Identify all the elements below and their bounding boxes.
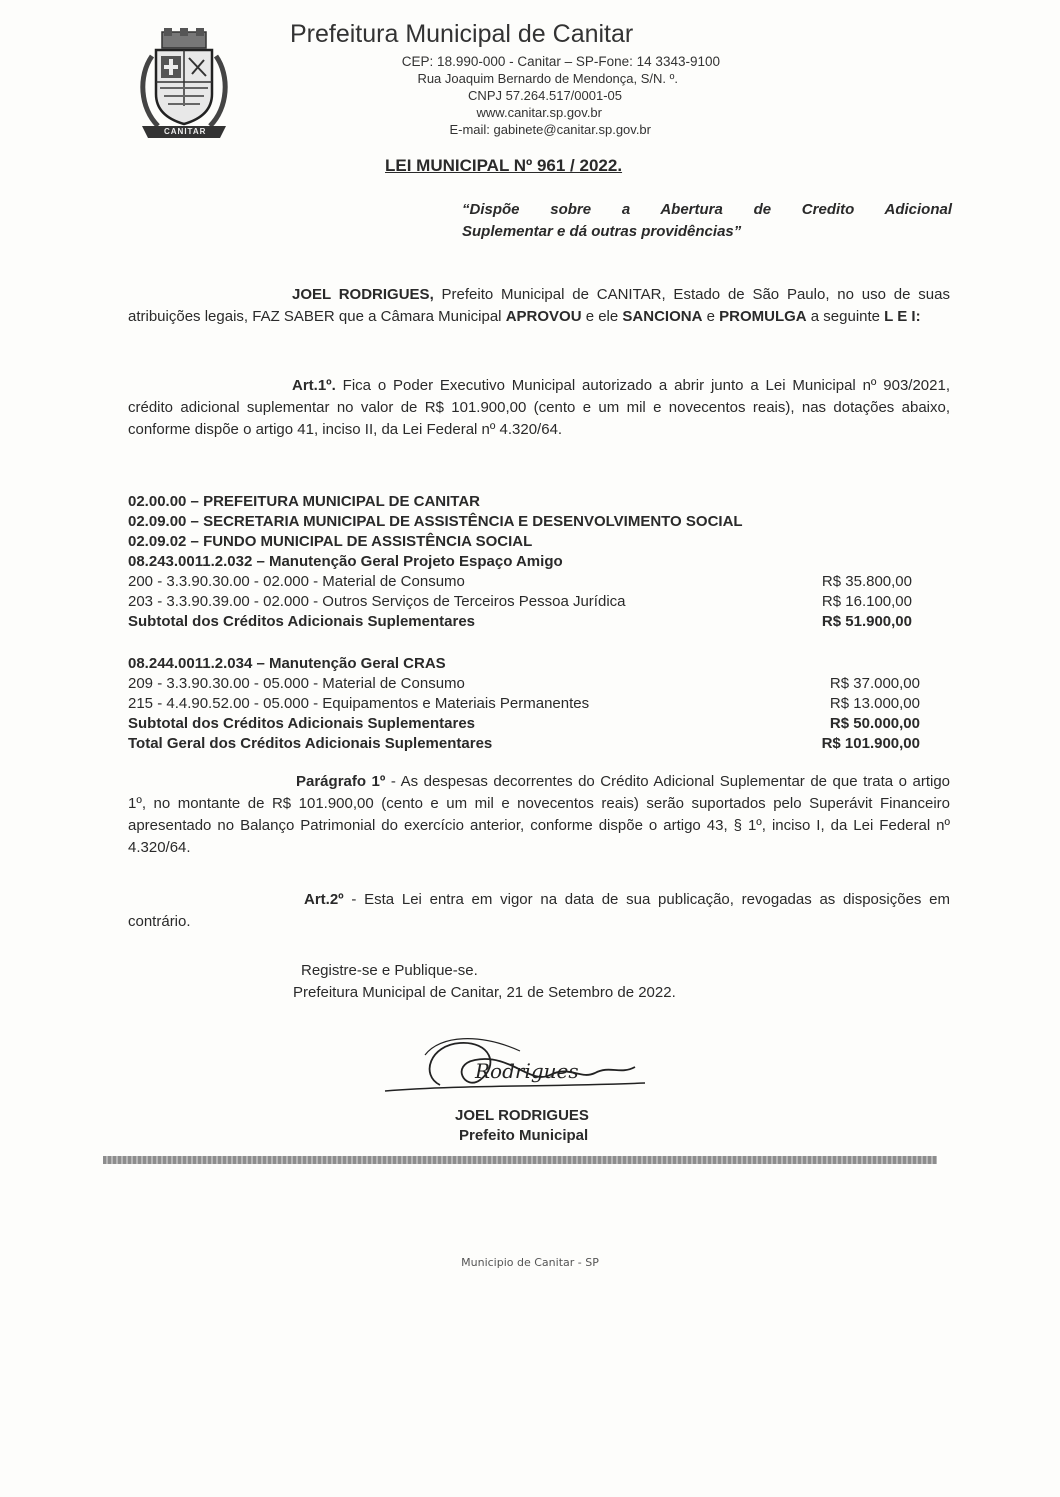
- project-1-title: [128, 553, 920, 573]
- ementa-line-2: Suplementar e dá outras providências”: [462, 223, 742, 240]
- article-1: [128, 375, 950, 441]
- total-row: [128, 735, 920, 755]
- subtotal-value: R$ 51.900,00: [821, 613, 912, 630]
- budget-row-label: 209 - 3.3.90.30.00 - 05.000 - Material de Consumo: [128, 675, 465, 692]
- project-1-title-text: 08.243.0011.2.032 – Manutenção Geral Projeto Espaço Amigo: [128, 553, 563, 570]
- preamble-aprovou: APROVOU: [505, 308, 582, 325]
- org-1-label: 02.00.00 – PREFEITURA MUNICIPAL DE CANITAR: [128, 493, 481, 510]
- subtotal-value: R$ 50.000,00: [829, 715, 920, 732]
- budget-row: [128, 593, 920, 613]
- law-ementa: [462, 199, 952, 243]
- signature-script-text: Rodrigues: [475, 1059, 579, 1083]
- paragraph-1-text: - As despesas decorrentes do Crédito Adicional Suplementar de que trata o artigo 1º, no montante de R$ 101.900,00 (cento e um mil e novecentos reais) serão suportados pelo Superávit Financeiro apresentado no Balanço Patrimonial do exercício anterior, conforme dispõe o artigo 43, § 1º, inciso I, da Lei Federal nº 4.320/64.: [128, 773, 950, 856]
- preamble-text-2: e ele: [581, 308, 623, 325]
- budget-row: [128, 573, 920, 593]
- budget-row: [128, 675, 920, 695]
- footer-text: Municipio de Canitar - SP: [461, 1256, 599, 1269]
- header-address: Rua Joaquim Bernardo de Mendonça, S/N. º.: [417, 71, 678, 86]
- signature-name: JOEL RODRIGUES: [455, 1107, 589, 1124]
- preamble-sanciona: SANCIONA: [622, 308, 703, 325]
- budget-row-value: R$ 16.100,00: [821, 593, 912, 610]
- paragraph-1-label: Parágrafo 1º: [296, 773, 386, 790]
- preamble-promulga: PROMULGA: [719, 308, 807, 325]
- subtotal-row: [128, 613, 920, 633]
- budget-row-label: 203 - 3.3.90.39.00 - 02.000 - Outros Serviços de Terceiros Pessoa Jurídica: [128, 593, 626, 610]
- header-email: E-mail: gabinete@canitar.sp.gov.br: [449, 122, 651, 137]
- budget-row-value: R$ 35.800,00: [821, 573, 912, 590]
- budget-row: [128, 695, 920, 715]
- preamble-text-4: a seguinte: [806, 308, 885, 325]
- signature-role: Prefeito Municipal: [459, 1127, 589, 1144]
- handwritten-signature: [380, 1025, 650, 1105]
- law-title: LEI MUNICIPAL Nº 961 / 2022.: [385, 156, 623, 175]
- paragraph-1: [128, 771, 950, 859]
- article-1-text: Fica o Poder Executivo Municipal autorizado a abrir junto a Lei Municipal nº 903/2021, crédito adicional suplementar no valor de R$ 101.900,00 (cento e um mil e novecentos reais), nas dotações abaixo, conforme dispõe o artigo 41, inciso II, da Lei Federal nº 4.320/64.: [128, 377, 950, 438]
- crest-ribbon-text: CANITAR: [164, 127, 207, 136]
- closing-registre: Registre-se e Publique-se.: [301, 962, 478, 979]
- ementa-line-1: “Dispõe sobre a Abertura de Credito Adicional: [462, 201, 952, 218]
- org-line-2: [128, 513, 920, 533]
- budget-row-value: R$ 37.000,00: [829, 675, 920, 692]
- footer-divider: [103, 1156, 937, 1164]
- subtotal-label: Subtotal dos Créditos Adicionais Suplementares: [128, 715, 476, 732]
- budget-section: [128, 493, 920, 755]
- total-label: Total Geral dos Créditos Adicionais Suplementares: [128, 735, 493, 752]
- budget-row-value: R$ 13.000,00: [829, 695, 920, 712]
- preamble-text-1: Prefeito Municipal de CANITAR, Estado de São Paulo, no uso de suas atribuições legais, FAZ SABER que a Câmara Municipal: [128, 286, 950, 325]
- header-title: Prefeitura Municipal de Canitar: [290, 20, 634, 48]
- budget-row-label: 200 - 3.3.90.30.00 - 02.000 - Material de Consumo: [128, 573, 465, 590]
- preamble-lei: L E I:: [884, 308, 921, 325]
- article-1-label: Art.1º.: [292, 377, 336, 394]
- org-2-label: 02.09.00 – SECRETARIA MUNICIPAL DE ASSISTÊNCIA E DESENVOLVIMENTO SOCIAL: [128, 513, 743, 530]
- total-value: R$ 101.900,00: [821, 735, 920, 752]
- org-line-1: [128, 493, 920, 513]
- subtotal-row: [128, 715, 920, 735]
- header-cnpj: CNPJ 57.264.517/0001-05: [468, 88, 622, 103]
- project-2-title: [128, 655, 920, 675]
- org-line-3: [128, 533, 920, 553]
- municipal-crest: [134, 26, 234, 144]
- preamble-paragraph: [128, 284, 950, 328]
- article-2: [128, 889, 950, 933]
- article-2-text: - Esta Lei entra em vigor na data de sua publicação, revogadas as disposições em contrário.: [128, 891, 950, 930]
- subtotal-label: Subtotal dos Créditos Adicionais Suplementares: [128, 613, 476, 630]
- org-3-label: 02.09.02 – FUNDO MUNICIPAL DE ASSISTÊNCIA SOCIAL: [128, 533, 533, 550]
- preamble-text-3: e: [702, 308, 720, 325]
- article-2-label: Art.2º: [304, 891, 344, 908]
- project-2-title-text: 08.244.0011.2.034 – Manutenção Geral CRAS: [128, 655, 446, 672]
- header-cep-phone: CEP: 18.990-000 - Canitar – SP-Fone: 14 3343-9100: [401, 54, 720, 69]
- budget-row-label: 215 - 4.4.90.52.00 - 05.000 - Equipamentos e Materiais Permanentes: [128, 695, 590, 712]
- closing-place-date: Prefeitura Municipal de Canitar, 21 de Setembro de 2022.: [293, 984, 676, 1001]
- mayor-name: JOEL RODRIGUES,: [292, 286, 434, 303]
- header-website: www.canitar.sp.gov.br: [476, 105, 602, 120]
